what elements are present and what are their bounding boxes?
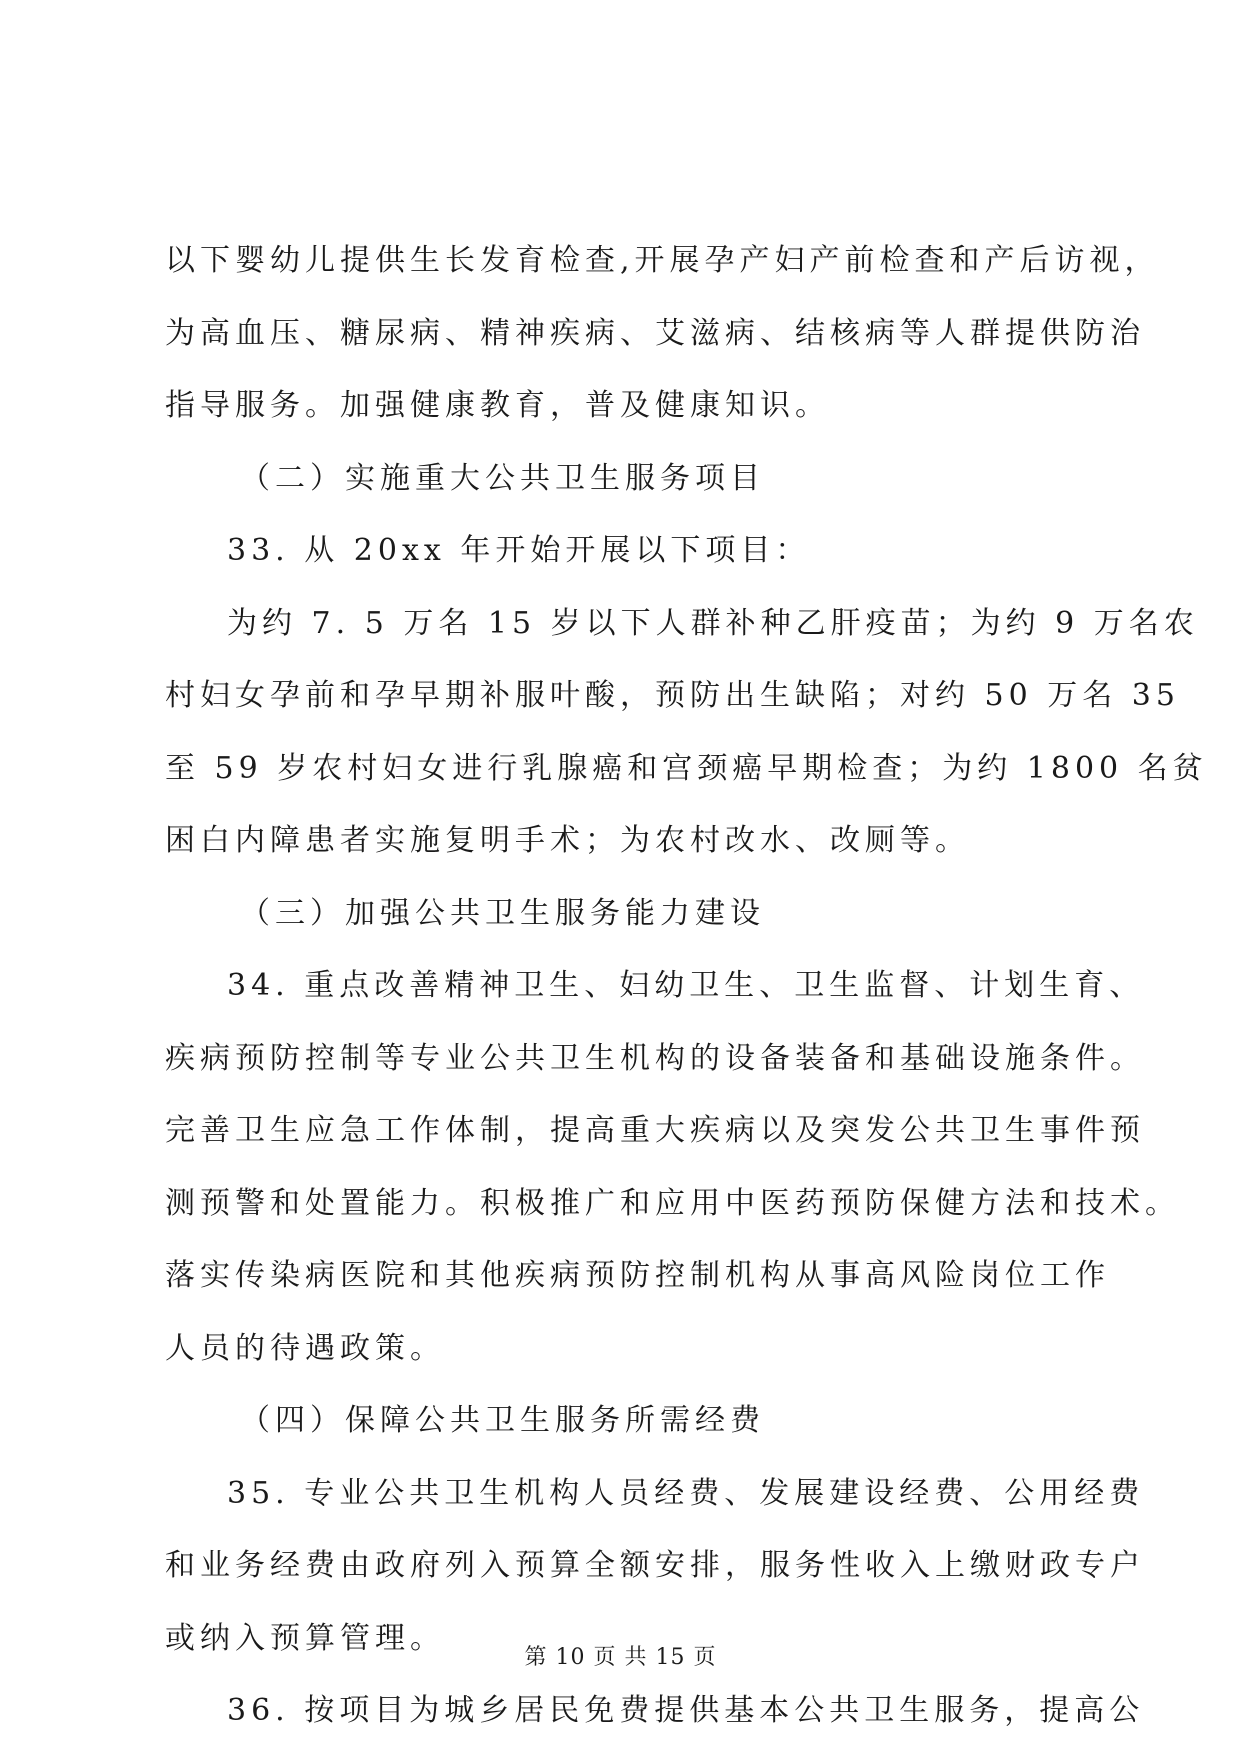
body-text	[165, 225, 1208, 1748]
section-heading: （三）加强公共卫生服务能力建设	[240, 895, 765, 931]
text-line: 33. 从 20xx 年开始开展以下项目：	[227, 533, 811, 568]
section-heading: （二）实施重大公共卫生服务项目	[240, 460, 765, 496]
text-line: 为高血压、糖尿病、精神疾病、艾滋病、结核病等人群提供防治	[165, 315, 1145, 351]
page-footer: 第 10 页 共 15 页	[524, 1645, 717, 1670]
text-line: 指导服务。加强健康教育，普及健康知识。	[165, 388, 830, 423]
text-line: 至 59 岁农村妇女进行乳腺癌和宫颈癌早期检查；为约 1800 名贫	[165, 750, 1208, 786]
text-line: 34. 重点改善精神卫生、妇幼卫生、卫生监督、计划生育、	[227, 968, 1145, 1003]
text-line: 测预警和处置能力。积极推广和应用中医药预防保健方法和技术。	[165, 1185, 1180, 1221]
text-line: 人员的待遇政策。	[165, 1330, 445, 1366]
text-line: 疾病预防控制等专业公共卫生机构的设备装备和基础设施条件。	[165, 1040, 1145, 1076]
text-line: 或纳入预算管理。	[165, 1620, 445, 1656]
text-line: 以下婴幼儿提供生长发育检查,开展孕产妇产前检查和产后访视，	[165, 243, 1160, 278]
text-line: 落实传染病医院和其他疾病预防控制机构从事高风险岗位工作	[165, 1258, 1110, 1293]
text-line: 村妇女孕前和孕早期补服叶酸，预防出生缺陷；对约 50 万名 35	[165, 678, 1180, 713]
text-line: 为约 7. 5 万名 15 岁以下人群补种乙肝疫苗；为约 9 万名农	[227, 605, 1199, 641]
text-line: 和业务经费由政府列入预算全额安排，服务性收入上缴财政专户	[165, 1548, 1145, 1583]
text-line: 35. 专业公共卫生机构人员经费、发展建设经费、公用经费	[227, 1475, 1145, 1511]
section-heading: （四）保障公共卫生服务所需经费	[240, 1403, 765, 1438]
text-line: 完善卫生应急工作体制，提高重大疾病以及突发公共卫生事件预	[165, 1113, 1145, 1148]
text-line: 36. 按项目为城乡居民免费提供基本公共卫生服务，提高公	[227, 1693, 1145, 1728]
text-line: 困白内障患者实施复明手术；为农村改水、改厕等。	[165, 823, 970, 858]
